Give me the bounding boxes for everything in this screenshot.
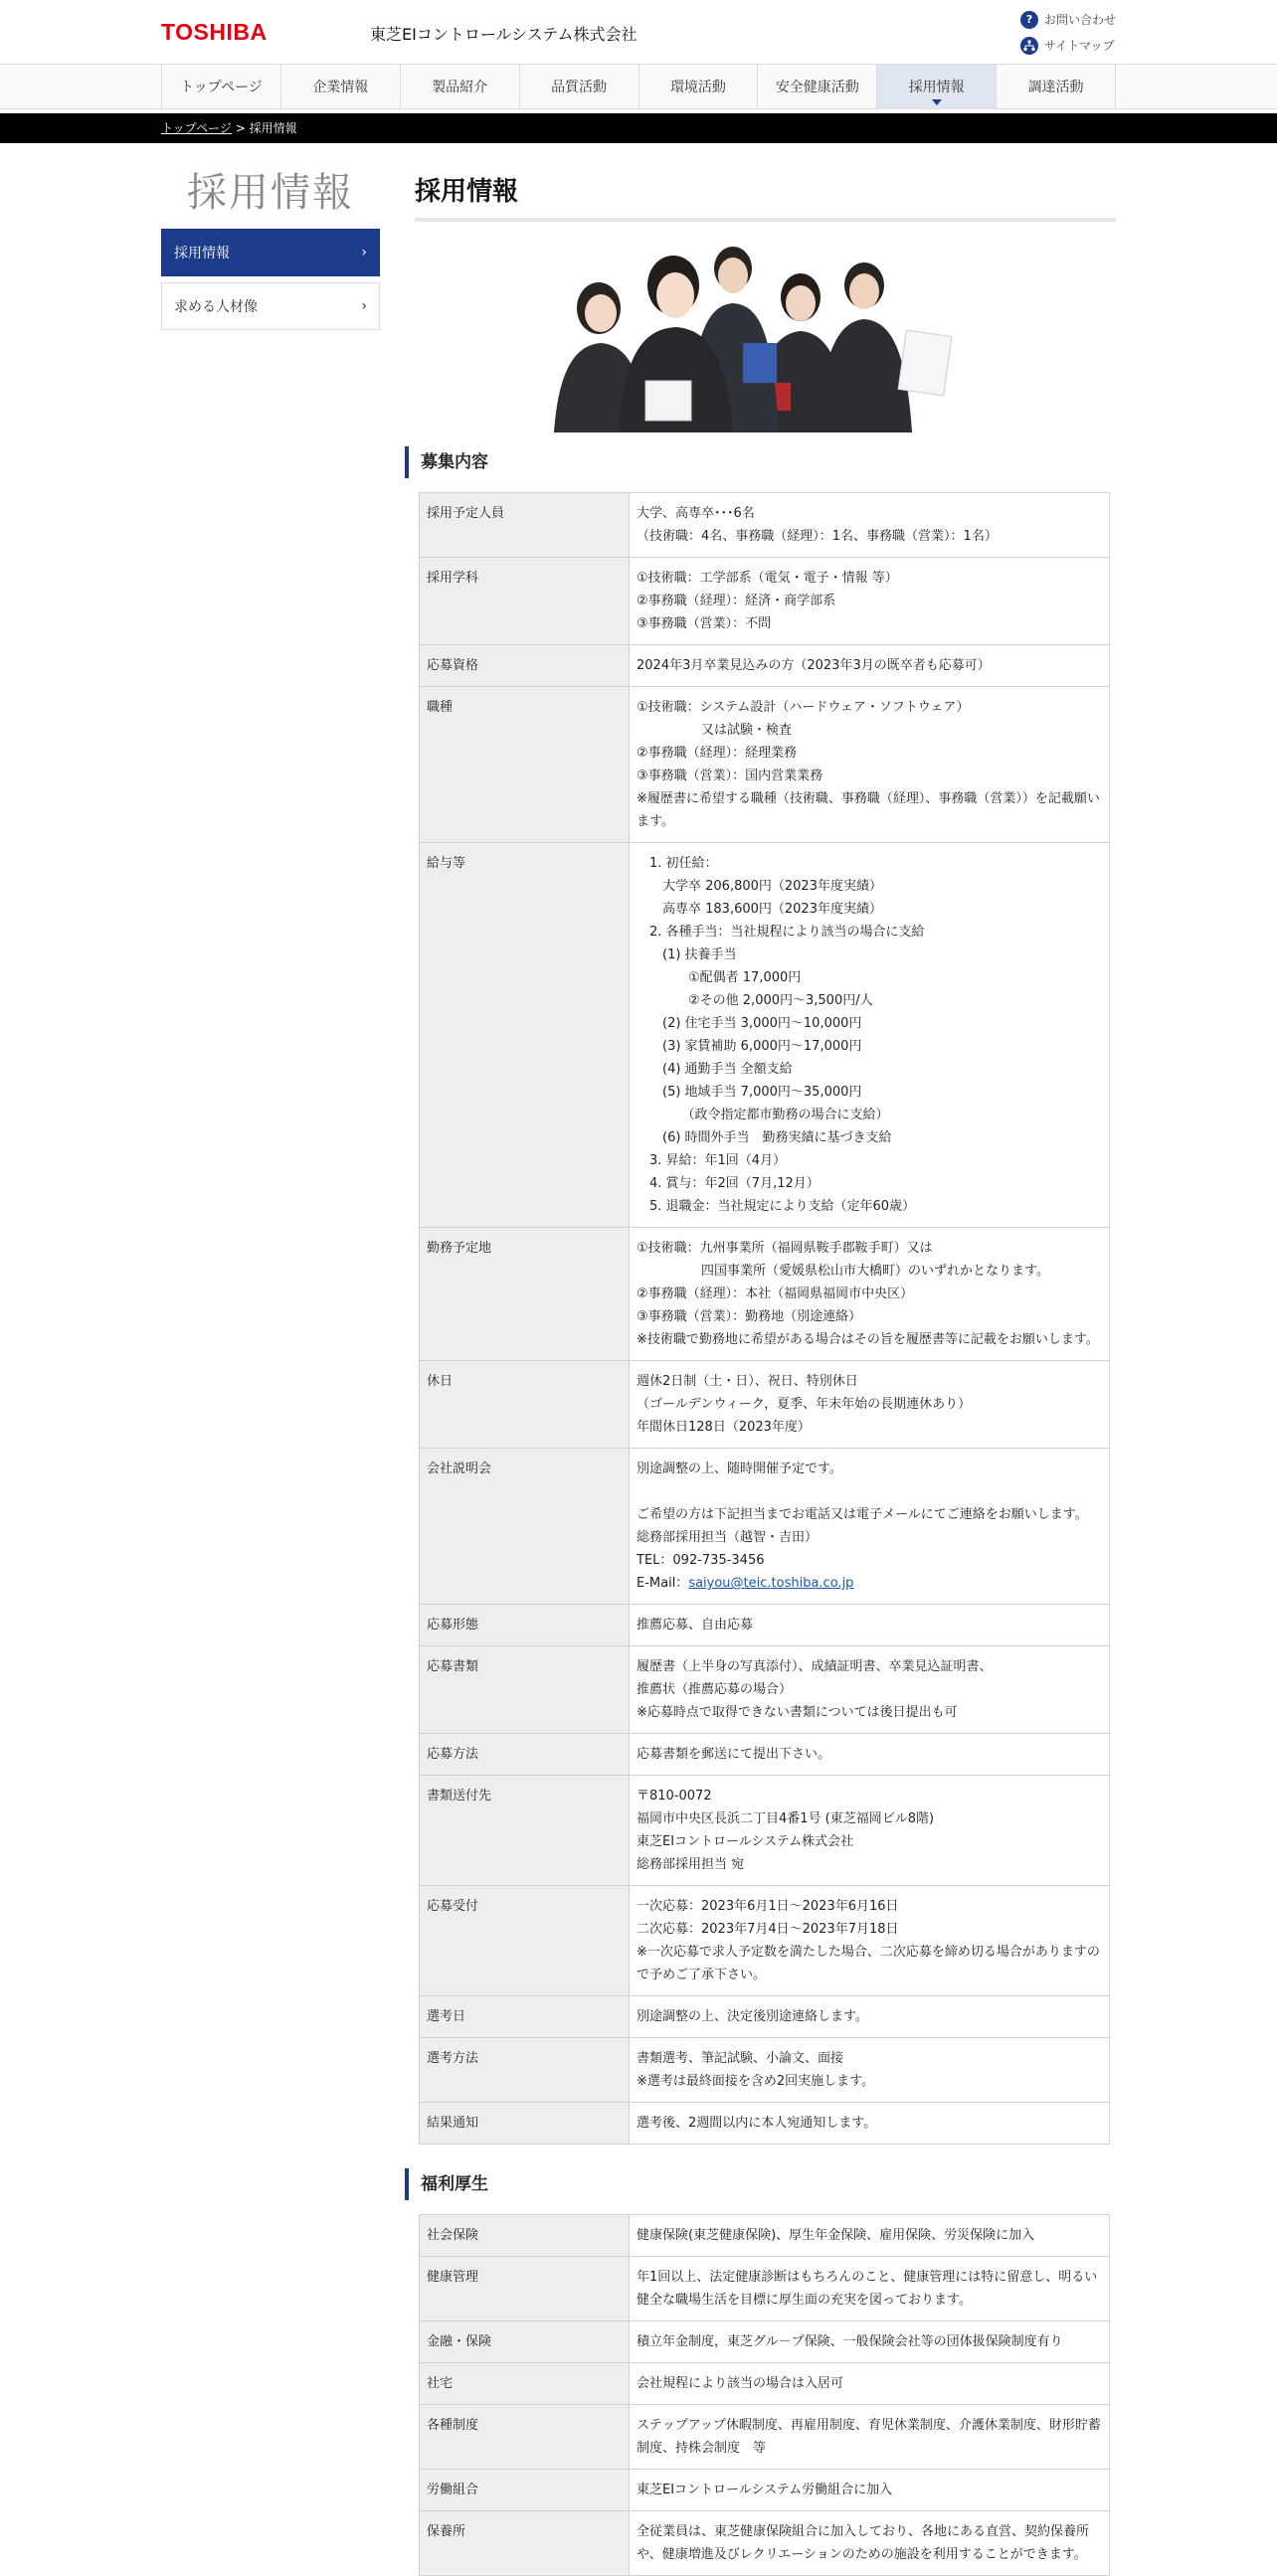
sidebar-title: 採用情報 (187, 170, 354, 216)
sitemap-icon (1020, 37, 1038, 55)
row-value-text: 大学、高専卒･･･6名 （技術職：4名、事務職（経理）：1名、事務職（営業）：1名） (637, 506, 998, 544)
row-label: 会社説明会 (420, 1449, 630, 1605)
table-row (420, 1646, 1110, 1734)
email-link[interactable]: saiyou@teic.toshiba.co.jp (688, 1576, 854, 1591)
table-row (420, 843, 1110, 1228)
table-row (420, 558, 1110, 645)
welfare-table (419, 2214, 1110, 2576)
breadcrumb-bar (0, 113, 1277, 143)
row-value (630, 843, 1110, 1228)
row-label: 社会保険 (420, 2215, 630, 2257)
row-value (630, 1776, 1110, 1886)
breadcrumb (161, 113, 1116, 143)
sitemap-link[interactable] (1020, 35, 1116, 56)
row-value (630, 2470, 1110, 2511)
contact-link[interactable] (1020, 9, 1116, 30)
row-value (630, 1646, 1110, 1734)
row-label: 応募形態 (420, 1605, 630, 1646)
row-value-text: ①技術職：システム設計（ハードウェア・ソフトウェア） 又は試験・検査 ②事務職（経理）：経理業務 ③事務職（営業）：国内営業業務 ※履歴書に希望する職種（技術職、事務職（経理）、事務職（営業））を記載願います。 (637, 700, 1100, 829)
row-value-text: ①技術職：工学部系（電気・電子・情報 等） ②事務職（経理）：経済・商学部系 ③事務職（営業）：不問 (637, 571, 898, 631)
row-value-text: 1. 初任給： 大学卒 206,800円（2023年度実績） 高専卒 183,600円（2023年度実績） 2. 各種手当：当社規程により該当の場合に支給 (1) 扶養手当 ①配偶者 17,000円 ②その他 2,000円～3,500円/人 (2) 住宅手当 3,000円～10,000円 (3) 家賃補助 6,000円～17,000円 (4) 通勤手当 全額支給 (5) 地域手当 7,000円～35,000円 （政令指定都市勤務の場合に支給） (6) 時間外手当 勤務実績に基づき支給 3. 昇給：年1回（4月） 4. 賞与：年2回（7月,12月） 5. 退職金：当社規定により支給（定年60歳） (649, 856, 925, 1214)
contact-label: お問い合わせ (1043, 13, 1116, 27)
row-value-text: 推薦応募、自由応募 (637, 1618, 754, 1632)
row-value-text: 2024年3月卒業見込みの方（2023年3月の既卒者も応募可） (637, 658, 991, 673)
row-value (630, 1228, 1110, 1361)
recruitment-table (419, 492, 1110, 2145)
nav-procurement[interactable]: 調達活動 (996, 65, 1116, 108)
sidebar-item-ideal-candidate[interactable] (161, 282, 380, 330)
nav-safety[interactable]: 安全健康活動 (757, 65, 876, 108)
row-value (630, 493, 1110, 558)
row-label: 応募方法 (420, 1734, 630, 1776)
table-row (420, 2215, 1110, 2257)
table-row (420, 2038, 1110, 2103)
question-icon: ? (1020, 11, 1038, 29)
sidebar (161, 167, 380, 336)
row-value-text: 健康保険(東芝健康保険)、厚生年金保険、雇用保険、労災保険に加入 (637, 2228, 1035, 2243)
row-label: 選考日 (420, 1996, 630, 2038)
row-value (630, 2363, 1110, 2405)
hero-image (415, 234, 1116, 432)
table-row (420, 645, 1110, 687)
row-value (630, 2038, 1110, 2103)
row-label: 結果通知 (420, 2103, 630, 2145)
row-label: 社宅 (420, 2363, 630, 2405)
sitemap-label: サイトマップ (1043, 39, 1115, 53)
row-label: 金融・保険 (420, 2321, 630, 2363)
row-value-text: 別途調整の上、随時開催予定です。 ご希望の方は下記担当までお電話又は電子メールにてご連絡をお願いします。 総務部採用担当（越智・吉田） TEL：092-735-3456 E-Mail： (637, 1461, 1088, 1591)
row-label: 保養所 (420, 2511, 630, 2576)
page-title: 採用情報 (415, 171, 1116, 222)
nav-recruit[interactable]: 採用情報 (876, 65, 996, 108)
breadcrumb-home-link[interactable]: トップページ (161, 121, 232, 135)
row-label: 職種 (420, 687, 630, 843)
row-value (630, 1996, 1110, 2038)
table-row (420, 2257, 1110, 2321)
row-label: 各種制度 (420, 2405, 630, 2470)
row-value (630, 2257, 1110, 2321)
nav-environment[interactable]: 環境活動 (638, 65, 758, 108)
row-value (630, 2215, 1110, 2257)
nav-top[interactable]: トップページ (161, 65, 280, 108)
row-label: 応募書類 (420, 1646, 630, 1734)
row-label: 選考方法 (420, 2038, 630, 2103)
row-value-text: ステップアップ休暇制度、再雇用制度、育児休業制度、介護休業制度、財形貯蓄制度、持株会制度 等 (637, 2418, 1101, 2456)
table-row (420, 1449, 1110, 1605)
row-value-text: 一次応募：2023年6月1日～2023年6月16日 二次応募：2023年7月4日～2023年7月18日 ※一次応募で求人予定数を満たした場合、二次応募を締め切る場合がありますので予めご了承下さい。 (637, 1899, 1100, 1982)
row-value-text: 別途調整の上、決定後別途連絡します。 (637, 2009, 868, 2024)
row-label: 労働組合 (420, 2470, 630, 2511)
row-value (630, 1361, 1110, 1449)
chevron-right-icon: › (361, 245, 367, 260)
table-row (420, 687, 1110, 843)
row-value-text: 東芝EIコントロールシステム労働組合に加入 (637, 2483, 893, 2497)
toshiba-logo[interactable]: TOSHIBA (161, 19, 268, 45)
main-content (415, 171, 1116, 2576)
section-welfare (415, 2168, 1116, 2576)
row-value (630, 558, 1110, 645)
global-nav (0, 64, 1277, 109)
section-heading: 福利厚生 (405, 2168, 1116, 2200)
row-value (630, 645, 1110, 687)
row-label: 休日 (420, 1361, 630, 1449)
table-row (420, 2103, 1110, 2145)
nav-products[interactable]: 製品紹介 (400, 65, 519, 108)
row-label: 応募受付 (420, 1886, 630, 1996)
row-value (630, 2321, 1110, 2363)
sidebar-item-label: 採用情報 (174, 246, 230, 261)
row-label: 健康管理 (420, 2257, 630, 2321)
row-value (630, 1886, 1110, 1996)
row-label: 採用学科 (420, 558, 630, 645)
sidebar-item-label: 求める人材像 (174, 299, 258, 315)
table-row (420, 1734, 1110, 1776)
row-value-text: 全従業員は、東芝健康保険組合に加入しており、各地にある直営、契約保養所や、健康増進及びレクリエーションのための施設を利用することができます。 (637, 2524, 1090, 2562)
company-name: 東芝EIコントロールシステム株式会社 (370, 25, 638, 44)
table-row (420, 2405, 1110, 2470)
row-value-text: 週休2日制（土・日）、祝日、特別休日 （ゴールデンウィーク，夏季、年末年始の長期連休あり） 年間休日128日（2023年度） (637, 1374, 972, 1435)
row-value-text: 年1回以上、法定健康診断はもちろんのこと、健康管理には特に留意し、明るい健全な職場生活を目標に厚生面の充実を図っております。 (637, 2270, 1098, 2308)
row-label: 採用予定人員 (420, 493, 630, 558)
table-row (420, 2511, 1110, 2576)
row-value (630, 1734, 1110, 1776)
row-value (630, 1449, 1110, 1605)
row-value (630, 2405, 1110, 2470)
row-value-text: 選考後、2週間以内に本人宛通知します。 (637, 2116, 877, 2131)
table-row (420, 493, 1110, 558)
table-row (420, 1996, 1110, 2038)
table-row (420, 1605, 1110, 1646)
row-value (630, 687, 1110, 843)
row-value (630, 2511, 1110, 2576)
row-value-text: 〒810-0072 福岡市中央区長浜二丁目4番1号 (東芝福岡ビル8階) 東芝EIコントロールシステム株式会社 総務部採用担当 宛 (637, 1789, 935, 1872)
table-row (420, 2470, 1110, 2511)
sidebar-item-recruit-info[interactable] (161, 229, 380, 276)
table-row (420, 1776, 1110, 1886)
nav-quality[interactable]: 品質活動 (519, 65, 638, 108)
row-label: 書類送付先 (420, 1776, 630, 1886)
row-value-text: 書類選考、筆記試験、小論文、面接 ※選考は最終面接を含め2回実施します。 (637, 2051, 875, 2089)
breadcrumb-current: 採用情報 (249, 121, 297, 135)
row-value (630, 1605, 1110, 1646)
row-value-text: 会社規程により該当の場合は入居可 (637, 2376, 844, 2391)
row-value-text: 積立年金制度，東芝グル－プ保険、一般保険会社等の団体扱保険制度有り (637, 2334, 1063, 2349)
table-row (420, 1228, 1110, 1361)
breadcrumb-separator: > (231, 121, 250, 135)
table-row (420, 1361, 1110, 1449)
row-value-text: 履歴書（上半身の写真添付）、成績証明書、卒業見込証明書、 推薦状（推薦応募の場合） ※応募時点で取得できない書類については後日提出も可 (637, 1659, 993, 1720)
utility-links (1020, 9, 1116, 61)
table-row (420, 2363, 1110, 2405)
table-row (420, 1886, 1110, 1996)
row-value-text: 応募書類を郵送にて提出下さい。 (637, 1747, 831, 1762)
row-label: 勤務予定地 (420, 1228, 630, 1361)
chevron-right-icon: › (361, 298, 367, 314)
section-heading: 募集内容 (405, 446, 1116, 478)
row-label: 給与等 (420, 843, 630, 1228)
row-value (630, 2103, 1110, 2145)
row-value-text: ①技術職：九州事業所（福岡県鞍手郡鞍手町）又は 四国事業所（愛媛県松山市大橋町）のいずれかとなります。 ②事務職（経理）：本社（福岡県福岡市中央区） ③事務職（営業）：勤務地（別途連絡） ※技術職で勤務地に希望がある場合はその旨を履歴書等に記載をお願いします。 (637, 1241, 1099, 1347)
table-row (420, 2321, 1110, 2363)
site-header (161, 0, 1116, 64)
nav-company[interactable]: 企業情報 (280, 65, 400, 108)
section-recruitment (415, 446, 1116, 2145)
row-label: 応募資格 (420, 645, 630, 687)
